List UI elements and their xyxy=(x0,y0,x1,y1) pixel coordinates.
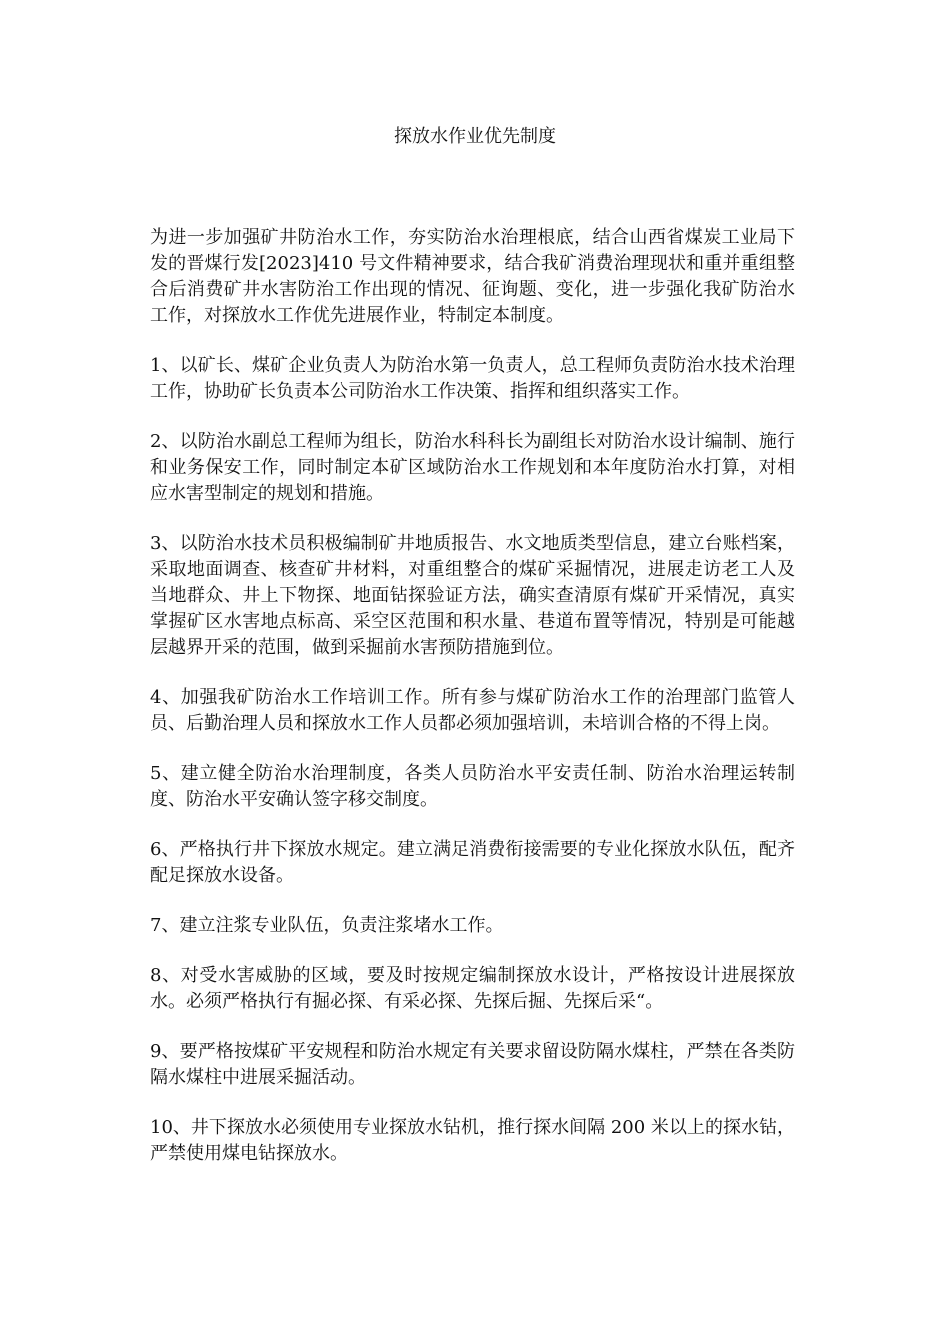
document-body xyxy=(150,225,795,1191)
clause-5: 5、建立健全防治水治理制度，各类人员防治水平安责任制、防治水治理运转制度、防治水平安确认签字移交制度。 xyxy=(150,763,795,810)
clause-7: 7、建立注浆专业队伍，负责注浆堵水工作。 xyxy=(150,915,504,936)
clause-9: 9、要严格按煤矿平安规程和防治水规定有关要求留设防隔水煤柱，严禁在各类防隔水煤柱中进展采掘活动。 xyxy=(150,1041,795,1088)
clause-8: 8、对受水害威胁的区域，要及时按规定编制探放水设计，严格按设计进展探放水。必须严格执行有掘必探、有采必探、先探后掘、先探后采“。 xyxy=(150,965,795,1012)
clause-10: 10、井下探放水必须使用专业探放水钻机，推行探水间隔 200 米以上的探水钻，严禁使用煤电钻探放水。 xyxy=(150,1117,795,1164)
clause-2: 2、以防治水副总工程师为组长，防治水科科长为副组长对防治水设计编制、施行和业务保安工作，同时制定本矿区域防治水工作规划和本年度防治水打算，对相应水害型制定的规划和措施。 xyxy=(150,431,795,504)
clause-4: 4、加强我矿防治水工作培训工作。所有参与煤矿防治水工作的治理部门监管人员、后勤治理人员和探放水工作人员都必须加强培训，未培训合格的不得上岗。 xyxy=(150,687,795,734)
clause-1: 1、以矿长、煤矿企业负责人为防治水第一负责人，总工程师负责防治水技术治理工作，协助矿长负责本公司防治水工作决策、指挥和组织落实工作。 xyxy=(150,355,795,402)
page-title: 探放水作业优先制度 xyxy=(394,126,556,147)
clause-3: 3、以防治水技术员积极编制矿井地质报告、水文地质类型信息，建立台账档案，采取地面调查、核查矿井材料，对重组整合的煤矿采掘情况，进展走访老工人及当地群众、井上下物探、地面钻探验证方法，确实查清原有煤矿开采情况，真实掌握矿区水害地点标高、采空区范围和积水量、巷道布置等情况，特别是可能越层越界开采的范围，做到采掘前水害预防措施到位。 xyxy=(150,533,795,658)
intro-paragraph: 为进一步加强矿井防治水工作，夯实防治水治理根底，结合山西省煤炭工业局下发的晋煤行发[2023]410 号文件精神要求，结合我矿消费治理现状和重并重组整合后消费矿井水害防治工作出现的情况、征询题、变化，进一步强化我矿防治水工作，对探放水工作优先进展作业，特制定本制度。 xyxy=(150,227,795,326)
clause-6: 6、严格执行井下探放水规定。建立满足消费衔接需要的专业化探放水队伍，配齐配足探放水设备。 xyxy=(150,839,795,886)
